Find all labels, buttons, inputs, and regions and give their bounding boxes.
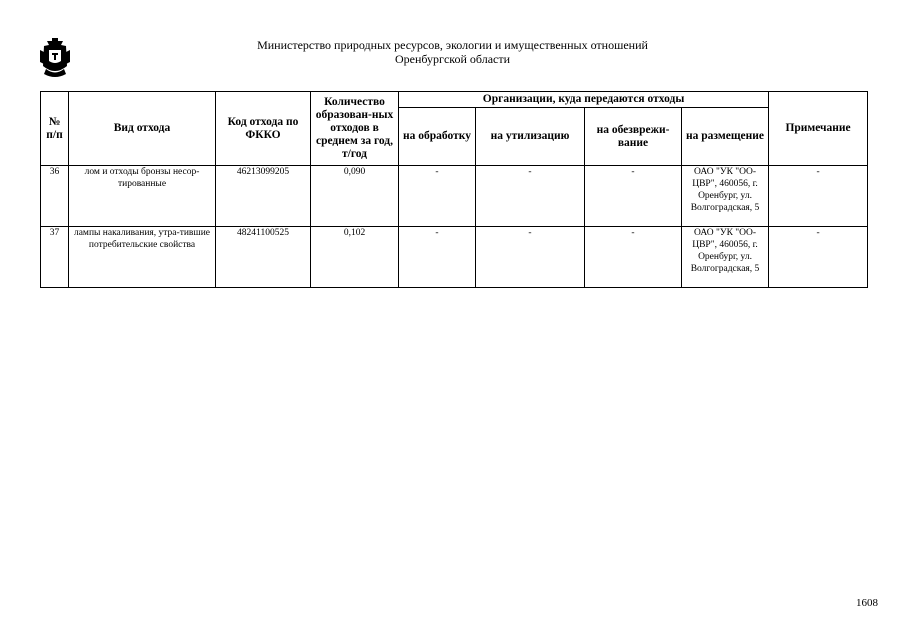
cell-processing: -: [399, 166, 476, 227]
page-number: 1608: [856, 597, 878, 609]
cell-utilization: -: [476, 166, 585, 227]
table-row: [41, 166, 868, 227]
header-row: [41, 92, 868, 108]
cell-fkko-code: 46213099205: [216, 166, 311, 227]
cell-waste-type: лампы накаливания, утра-тившие потребительские свойства: [69, 227, 216, 288]
cell-amount: 0,090: [311, 166, 399, 227]
region-name: Оренбургской области: [394, 52, 511, 66]
cell-neutralization: -: [585, 227, 682, 288]
col-header-processing: на обработку: [399, 108, 476, 166]
col-header-placement: на размещение: [682, 108, 769, 166]
cell-utilization: -: [476, 227, 585, 288]
col-header-fkko-code: Код отхода по ФККО: [216, 92, 311, 166]
table-row: [41, 227, 868, 288]
cell-placement: ОАО "УК "ОО-ЦВР", 460056, г. Оренбург, ул. Волгоградская, 5: [682, 227, 769, 288]
col-header-amount: Количество образован-ных отходов в среднем за год, т/год: [311, 92, 399, 166]
waste-table: [40, 91, 868, 288]
cell-note: -: [769, 166, 868, 227]
cell-amount: 0,102: [311, 227, 399, 288]
cell-processing: -: [399, 227, 476, 288]
col-header-organizations: Организации, куда передаются отходы: [399, 92, 769, 108]
col-header-num: № п/п: [41, 92, 69, 166]
cell-fkko-code: 48241100525: [216, 227, 311, 288]
cell-placement: ОАО "УК "ОО-ЦВР", 460056, г. Оренбург, ул. Волгоградская, 5: [682, 166, 769, 227]
col-header-note: Примечание: [769, 92, 868, 166]
cell-num: 36: [41, 166, 69, 227]
ministry-header: [0, 38, 905, 66]
cell-waste-type: лом и отходы бронзы несор-тированные: [69, 166, 216, 227]
col-header-waste-type: Вид отхода: [69, 92, 216, 166]
cell-note: -: [769, 227, 868, 288]
cell-num: 37: [41, 227, 69, 288]
col-header-neutralization: на обезврежи-вание: [585, 108, 682, 166]
cell-neutralization: -: [585, 166, 682, 227]
col-header-utilization: на утилизацию: [476, 108, 585, 166]
ministry-name: Министерство природных ресурсов, экологии и имущественных отношений: [257, 38, 648, 52]
